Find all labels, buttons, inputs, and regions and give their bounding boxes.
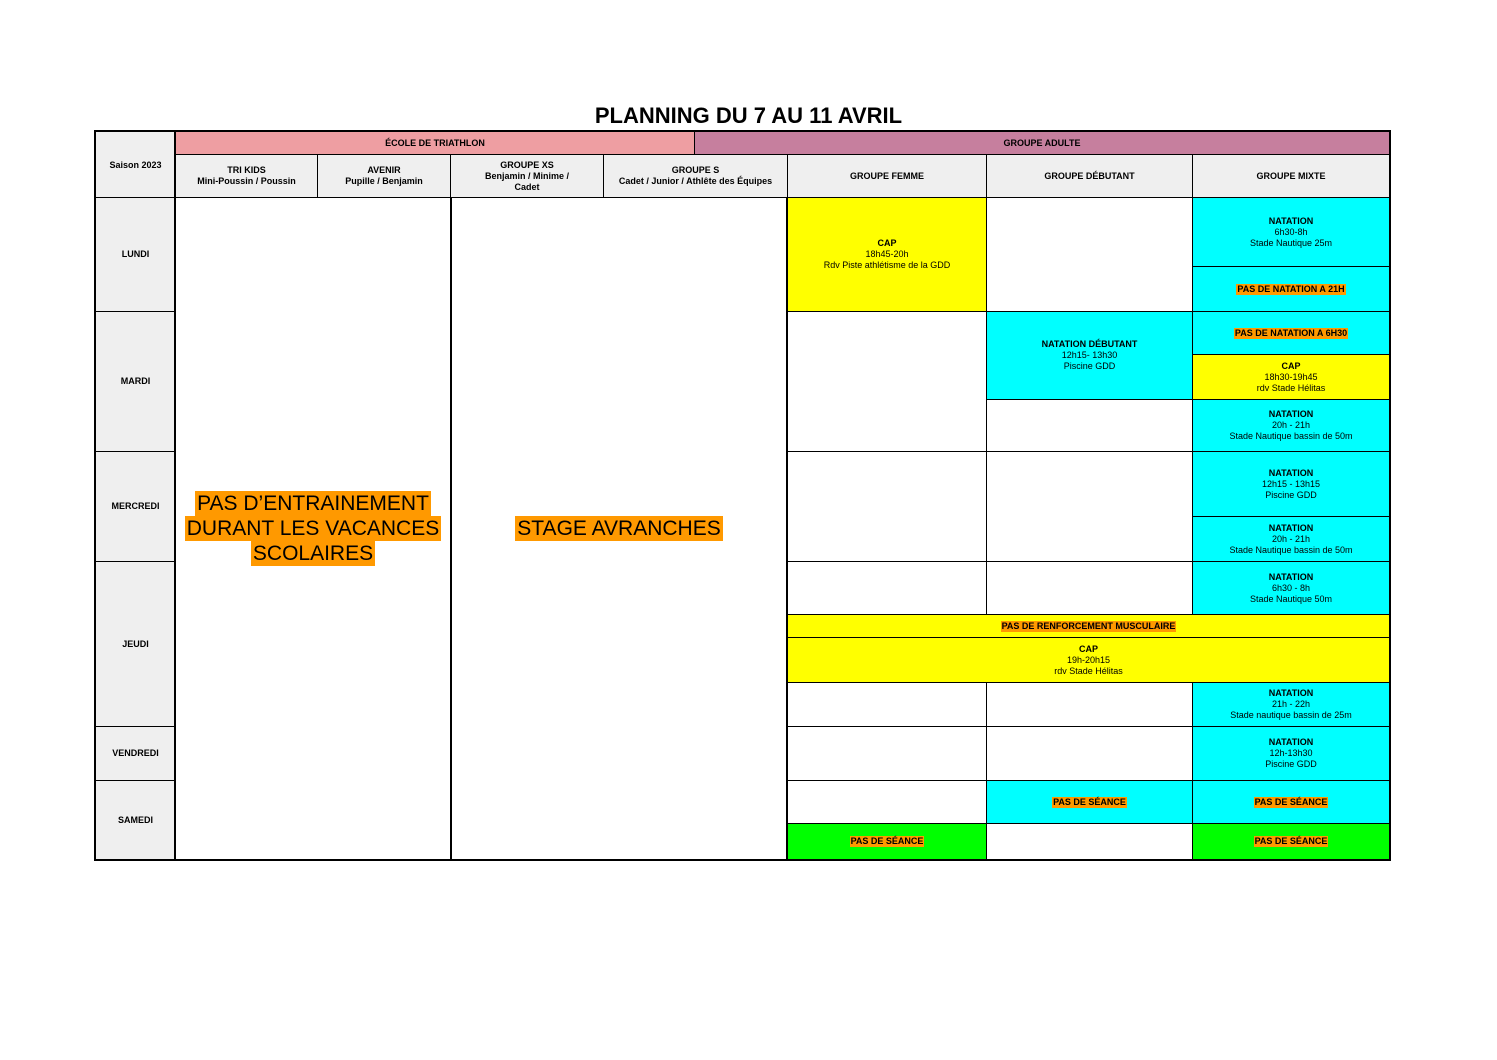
ecole-notice-line3: SCOLAIRES xyxy=(252,542,374,565)
day-jeudi: JEUDI xyxy=(95,561,176,727)
stage-avranches-cell xyxy=(450,197,788,860)
lundi-mixte-cancel: PAS DE NATATION A 21H xyxy=(1192,266,1390,312)
jeudi-mixte-natation-soir: NATATION 21h - 22h Stade nautique bassin de 25m xyxy=(1192,682,1390,727)
header-groupe-mixte: GROUPE MIXTE xyxy=(1192,154,1390,198)
header-groupe-xs: GROUPE XS Benjamin / Minime / Cadet xyxy=(450,154,604,198)
samedi-debutant-empty xyxy=(986,823,1193,860)
mercredi-mixte-natation-soir: NATATION 20h - 21h Stade Nautique bassin de 50m xyxy=(1192,516,1390,562)
mardi-debutant-natation: NATATION DÉBUTANT 12h15- 13h30 Piscine GDD xyxy=(986,311,1193,400)
jeudi-mixte-natation-matin: NATATION 6h30 - 8h Stade Nautique 50m xyxy=(1192,561,1390,615)
jeudi-renforcement-cancel: PAS DE RENFORCEMENT MUSCULAIRE xyxy=(787,614,1390,638)
header-tri-kids: TRI KIDS Mini-Poussin / Poussin xyxy=(175,154,318,198)
mardi-femme-empty xyxy=(787,311,987,452)
header-groupe-debutant: GROUPE DÉBUTANT xyxy=(986,154,1193,198)
day-mardi: MARDI xyxy=(95,311,176,452)
jeudi-femme-empty-1 xyxy=(787,561,987,615)
samedi-mixte-cancel-1: PAS DE SÉANCE xyxy=(1192,780,1390,824)
day-vendredi: VENDREDI xyxy=(95,726,176,781)
samedi-femme-cancel: PAS DE SÉANCE xyxy=(787,823,987,860)
jeudi-debutant-empty-2 xyxy=(986,682,1193,727)
day-lundi: LUNDI xyxy=(95,197,176,312)
samedi-femme-empty xyxy=(787,780,987,824)
mardi-mixte-cancel: PAS DE NATATION A 6H30 xyxy=(1192,311,1390,355)
stage-avranches-label: STAGE AVRANCHES xyxy=(517,517,721,540)
header-groupe-s: GROUPE S Cadet / Junior / Athlête des Équipes xyxy=(603,154,788,198)
samedi-debutant-cancel: PAS DE SÉANCE xyxy=(986,780,1193,824)
day-mercredi: MERCREDI xyxy=(95,451,176,562)
vendredi-debutant-empty xyxy=(986,726,1193,781)
jeudi-femme-empty-2 xyxy=(787,682,987,727)
lundi-femme-cap: CAP 18h45-20h Rdv Piste athlétisme de la GDD xyxy=(787,197,987,312)
header-groupe-femme: GROUPE FEMME xyxy=(787,154,987,198)
jeudi-debutant-empty-1 xyxy=(986,561,1193,615)
season-label: Saison 2023 xyxy=(109,160,162,170)
ecole-notice-line1: PAS D’ENTRAINEMENT xyxy=(197,492,429,515)
vendredi-femme-empty xyxy=(787,726,987,781)
section-groupe-adulte: GROUPE ADULTE xyxy=(694,131,1390,155)
mercredi-mixte-natation-midi: NATATION 12h15 - 13h15 Piscine GDD xyxy=(1192,451,1390,517)
section-ecole-triathlon: ÉCOLE DE TRIATHLON xyxy=(175,131,695,155)
vendredi-mixte-natation: NATATION 12h-13h30 Piscine GDD xyxy=(1192,726,1390,781)
mardi-debutant-empty xyxy=(986,399,1193,452)
season-cell xyxy=(95,131,176,198)
ecole-no-training-cell xyxy=(175,197,451,860)
day-samedi: SAMEDI xyxy=(95,780,176,860)
lundi-debutant-empty xyxy=(986,197,1193,312)
mardi-mixte-cap: CAP 18h30-19h45 rdv Stade Hélitas xyxy=(1192,354,1390,400)
header-avenir: AVENIR Pupille / Benjamin xyxy=(317,154,451,198)
samedi-mixte-cancel-2: PAS DE SÉANCE xyxy=(1192,823,1390,860)
mardi-mixte-natation: NATATION 20h - 21h Stade Nautique bassin de 50m xyxy=(1192,399,1390,452)
mercredi-debutant-empty xyxy=(986,451,1193,562)
mercredi-femme-empty xyxy=(787,451,987,562)
page-title: PLANNING DU 7 AU 11 AVRIL xyxy=(594,103,903,128)
lundi-mixte-natation: NATATION 6h30-8h Stade Nautique 25m xyxy=(1192,197,1390,267)
ecole-notice-line2: DURANT LES VACANCES xyxy=(186,517,440,540)
jeudi-cap: CAP 19h-20h15 rdv Stade Hélitas xyxy=(787,637,1390,683)
